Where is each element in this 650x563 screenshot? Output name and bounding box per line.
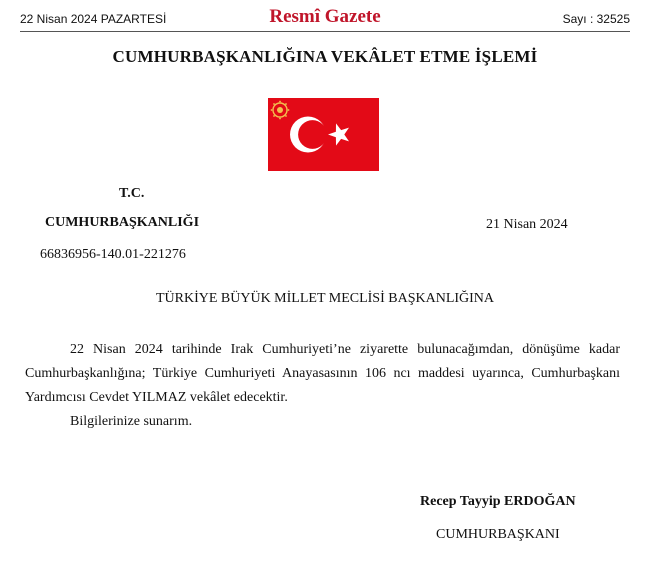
closing-line: Bilgilerinize sunarım. (70, 414, 193, 429)
document-title: CUMHURBAŞKANLIĞINA VEKÂLET ETME İŞLEMİ (112, 47, 538, 66)
sender-institution: CUMHURBAŞKANLIĞI (45, 215, 200, 230)
letter-date: 21 Nisan 2024 (486, 217, 568, 232)
gazette-header (20, 6, 630, 32)
signer-name: Recep Tayyip ERDOĞAN (420, 494, 576, 509)
sender-state: T.C. (119, 186, 145, 201)
header-divider (20, 31, 630, 32)
reference-number: 66836956-140.01-221276 (40, 247, 186, 262)
header-date: 22 Nisan 2024 PAZARTESİ (20, 12, 167, 26)
presidential-seal-icon (271, 101, 290, 120)
letter-body: 22 Nisan 2024 tarihinde Irak Cumhuriyeti’ne ziyarette bulunacağımdan, dönüşüme kadar Cumhurbaşkanlığına; Türkiye Cumhuriyeti Anayasasının 106 ncı maddesi uyarınca, Cumhurbaşkanı Yardımcısı Cevdet YILMAZ vekâlet edecektir. (25, 342, 620, 405)
publication-title: Resmî Gazete (269, 6, 381, 27)
addressee: TÜRKİYE BÜYÜK MİLLET MECLİSİ BAŞKANLIĞINA (155, 291, 495, 306)
turkish-flag-icon (268, 98, 379, 171)
signer-title: CUMHURBAŞKANI (436, 527, 560, 542)
issue-number: Sayı : 32525 (562, 12, 630, 26)
